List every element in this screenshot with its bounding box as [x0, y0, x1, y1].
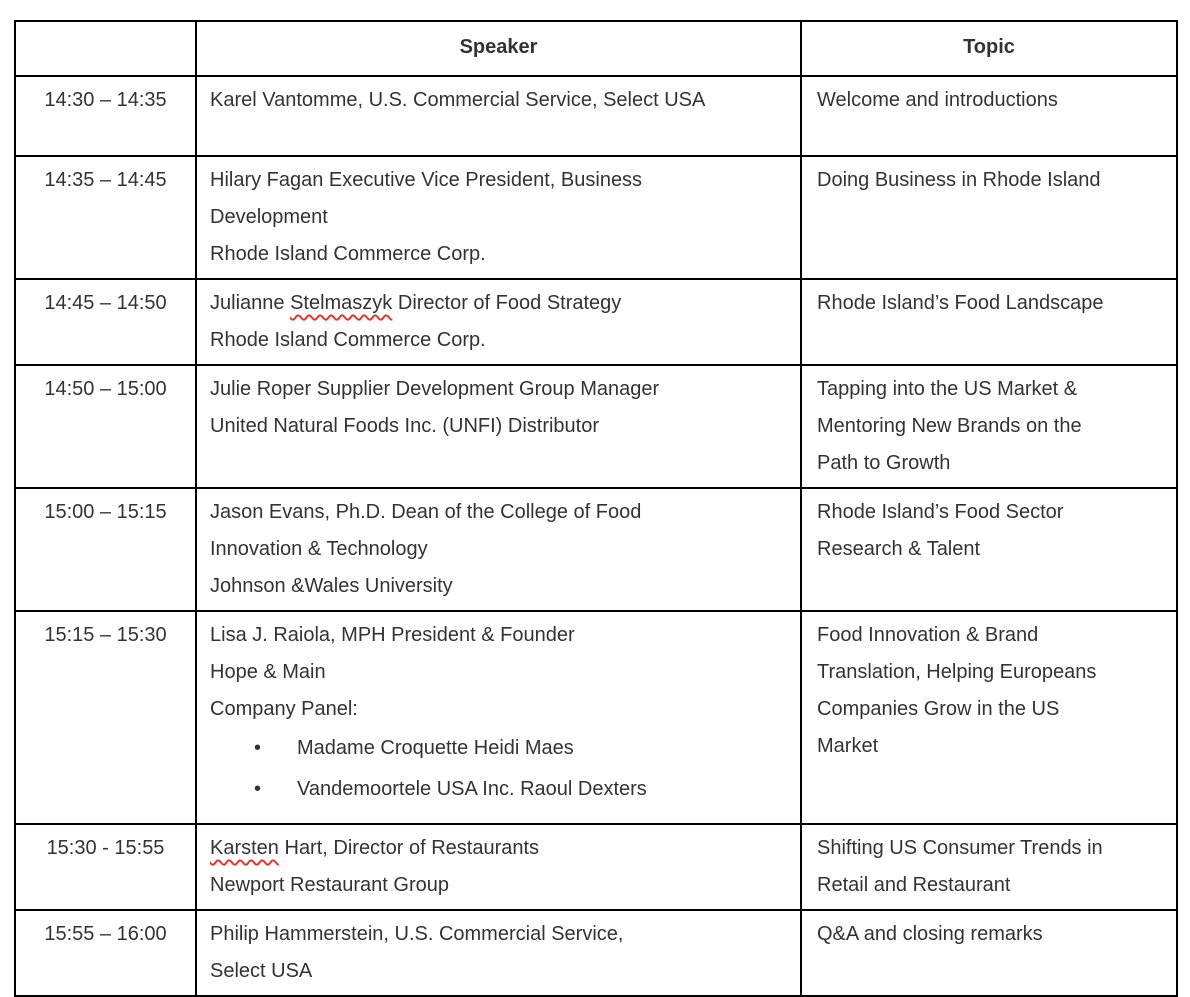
topic-line: Rhode Island’s Food Landscape	[817, 292, 1104, 314]
speaker-line	[210, 830, 788, 867]
topic-line: Shifting US Consumer Trends in	[817, 837, 1103, 859]
table-row	[15, 76, 1177, 156]
speaker-cell	[196, 279, 801, 365]
header-row	[15, 21, 1177, 76]
table-row	[15, 156, 1177, 279]
topic-line: Translation, Helping Europeans	[817, 661, 1097, 683]
speaker-line: Julie Roper Supplier Development Group Manager	[210, 378, 660, 400]
topic-line: Welcome and introductions	[817, 89, 1058, 111]
table-row	[15, 910, 1177, 996]
misspelled-word: Stelmaszyk	[290, 292, 393, 314]
time-cell: 14:50 – 15:00	[15, 365, 196, 488]
topic-cell	[801, 156, 1177, 279]
speaker-line: Karel Vantomme, U.S. Commercial Service, Select USA	[210, 89, 706, 111]
topic-cell	[801, 76, 1177, 156]
speaker-cell	[196, 76, 801, 156]
table-row	[15, 279, 1177, 365]
speaker-line	[210, 285, 788, 322]
speaker-cell	[196, 488, 801, 611]
text-segment: Hart, Director of Restaurants	[278, 837, 540, 859]
speaker-line: Select USA	[210, 960, 313, 982]
speaker-line: Philip Hammerstein, U.S. Commercial Service,	[210, 923, 624, 945]
text-segment: Director of Food Strategy	[392, 292, 622, 314]
header-topic: Topic	[801, 21, 1177, 76]
speaker-line: Rhode Island Commerce Corp.	[210, 329, 486, 351]
time-cell: 15:00 – 15:15	[15, 488, 196, 611]
topic-cell	[801, 910, 1177, 996]
topic-line: Food Innovation & Brand	[817, 624, 1039, 646]
topic-cell	[801, 279, 1177, 365]
time-cell: 15:15 – 15:30	[15, 611, 196, 824]
topic-line: Path to Growth	[817, 452, 951, 474]
speaker-line: Lisa J. Raiola, MPH President & Founder	[210, 624, 575, 646]
time-cell: 14:30 – 14:35	[15, 76, 196, 156]
topic-cell	[801, 611, 1177, 824]
topic-line: Research & Talent	[817, 538, 981, 560]
topic-cell	[801, 824, 1177, 910]
speaker-line: Hope & Main	[210, 661, 326, 683]
table-row	[15, 488, 1177, 611]
speaker-line: Innovation & Technology	[210, 538, 428, 560]
topic-line: Doing Business in Rhode Island	[817, 169, 1101, 191]
topic-cell	[801, 365, 1177, 488]
speaker-cell	[196, 365, 801, 488]
header-speaker: Speaker	[196, 21, 801, 76]
speaker-cell	[196, 824, 801, 910]
speaker-line: Company Panel:	[210, 698, 358, 720]
header-time	[15, 21, 196, 76]
speaker-cell	[196, 611, 801, 824]
text-segment: Julianne	[210, 292, 291, 314]
agenda-table	[14, 20, 1178, 997]
speaker-line: Hilary Fagan Executive Vice President, Business	[210, 169, 643, 191]
speaker-cell	[196, 156, 801, 279]
speaker-line: United Natural Foods Inc. (UNFI) Distributor	[210, 415, 600, 437]
speaker-line: Development	[210, 206, 328, 228]
misspelled-word: Karsten	[210, 837, 279, 859]
time-cell: 14:45 – 14:50	[15, 279, 196, 365]
topic-line: Companies Grow in the US	[817, 698, 1060, 720]
topic-cell	[801, 488, 1177, 611]
speaker-cell	[196, 910, 801, 996]
topic-line: Market	[817, 735, 879, 757]
time-cell: 15:30 - 15:55	[15, 824, 196, 910]
speaker-line: Rhode Island Commerce Corp.	[210, 243, 486, 265]
topic-line: Retail and Restaurant	[817, 874, 1011, 896]
speaker-line: Johnson &Wales University	[210, 575, 453, 597]
topic-line: Mentoring New Brands on the	[817, 415, 1082, 437]
topic-line: Rhode Island’s Food Sector	[817, 501, 1064, 523]
table-row	[15, 824, 1177, 910]
table-row	[15, 365, 1177, 488]
speaker-line: Jason Evans, Ph.D. Dean of the College of Food	[210, 501, 642, 523]
speaker-line: Newport Restaurant Group	[210, 874, 450, 896]
topic-line: Q&A and closing remarks	[817, 923, 1043, 945]
time-cell: 15:55 – 16:00	[15, 910, 196, 996]
time-cell: 14:35 – 14:45	[15, 156, 196, 279]
table-row	[15, 611, 1177, 824]
panel-bullet-item: • Madame Croquette Heidi Maes	[210, 728, 788, 769]
topic-line: Tapping into the US Market &	[817, 378, 1078, 400]
panel-bullet-item: • Vandemoortele USA Inc. Raoul Dexters	[210, 769, 788, 810]
